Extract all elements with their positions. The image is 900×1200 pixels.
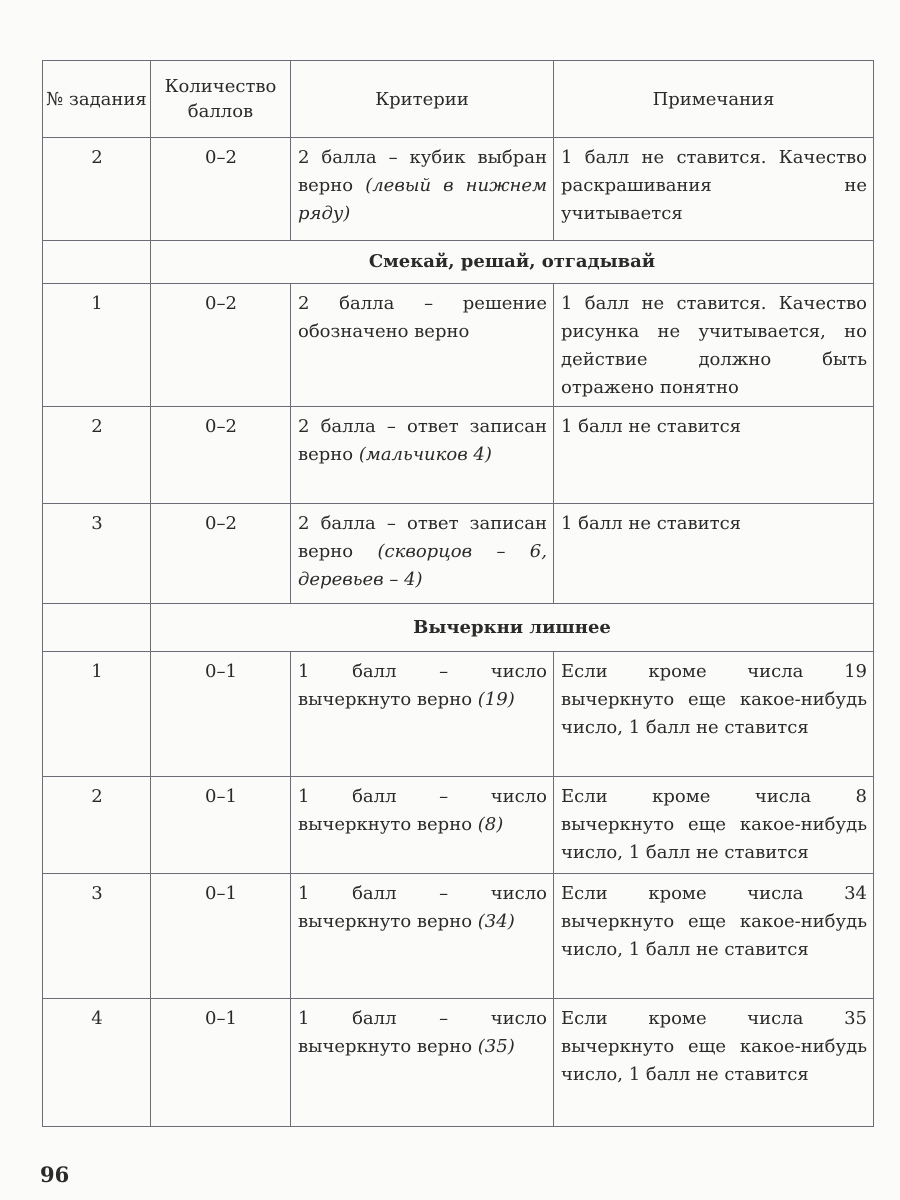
points-range: 0–2 <box>151 504 291 604</box>
task-number: 3 <box>43 504 151 604</box>
criteria-cell <box>291 504 554 604</box>
points-range: 0–1 <box>151 874 291 999</box>
points-range: 0–2 <box>151 407 291 504</box>
criteria-text: 2 балла – кубик выбран верно <box>298 147 547 196</box>
task-number: 1 <box>43 652 151 777</box>
criteria-cell <box>291 874 554 999</box>
table-row <box>43 284 874 407</box>
criteria-cell <box>291 284 554 407</box>
section-blank-cell <box>43 241 151 284</box>
notes-cell: 1 балл не ставится <box>554 407 874 504</box>
task-number: 2 <box>43 138 151 241</box>
criteria-text: 2 балла – ответ записан верно <box>298 416 547 465</box>
table-row <box>43 999 874 1127</box>
task-number: 2 <box>43 777 151 874</box>
criteria-cell <box>291 407 554 504</box>
table-row <box>43 407 874 504</box>
criteria-answer: (левый в нижнем ряду) <box>298 175 547 224</box>
criteria-text: 1 балл – число вычеркнуто верно <box>298 1008 547 1057</box>
criteria-answer: (35) <box>477 1036 515 1057</box>
criteria-cell <box>291 138 554 241</box>
section-blank-cell <box>43 604 151 652</box>
points-range: 0–2 <box>151 138 291 241</box>
points-range: 0–1 <box>151 652 291 777</box>
section-title: Смекай, решай, отгадывай <box>151 241 874 284</box>
section-row <box>43 604 874 652</box>
notes-cell: Если кроме числа 19 вычеркнуто еще какое-нибудь число, 1 балл не ставится <box>554 652 874 777</box>
criteria-answer: (8) <box>477 814 504 835</box>
task-number: 3 <box>43 874 151 999</box>
criteria-answer: (скворцов – 6, деревьев – 4) <box>298 541 547 590</box>
criteria-answer: (19) <box>477 689 515 710</box>
criteria-cell <box>291 777 554 874</box>
table-row <box>43 652 874 777</box>
criteria-text: 1 балл – число вычеркнуто верно <box>298 883 547 932</box>
scoring-table <box>42 60 874 1127</box>
criteria-text: 2 балла – ответ записан верно <box>298 513 547 562</box>
header-points: Количество баллов <box>151 61 291 138</box>
table-row <box>43 874 874 999</box>
criteria-text: 2 балла – решение обозначено верно <box>298 293 547 342</box>
notes-cell: Если кроме числа 8 вычеркнуто еще какое-нибудь число, 1 балл не ставится <box>554 777 874 874</box>
criteria-cell <box>291 999 554 1127</box>
notes-cell: 1 балл не ставится <box>554 504 874 604</box>
points-range: 0–2 <box>151 284 291 407</box>
points-range: 0–1 <box>151 777 291 874</box>
header-notes: Примечания <box>554 61 874 138</box>
table-row <box>43 138 874 241</box>
header-task-number: № задания <box>43 61 151 138</box>
criteria-answer: (34) <box>477 911 515 932</box>
task-number: 4 <box>43 999 151 1127</box>
criteria-text: 1 балл – число вычеркнуто верно <box>298 661 547 710</box>
notes-cell: Если кроме числа 34 вычеркнуто еще какое-нибудь число, 1 балл не ставится <box>554 874 874 999</box>
notes-cell: 1 балл не ставится. Качество рисунка не учитывается, но действие должно быть отражено понятно <box>554 284 874 407</box>
notes-cell: 1 балл не ставится. Качество раскрашивания не учитывается <box>554 138 874 241</box>
section-title: Вычеркни лишнее <box>151 604 874 652</box>
task-number: 2 <box>43 407 151 504</box>
criteria-cell <box>291 652 554 777</box>
task-number: 1 <box>43 284 151 407</box>
header-criteria: Критерии <box>291 61 554 138</box>
section-row <box>43 241 874 284</box>
page-number: 96 <box>40 1162 70 1187</box>
notes-cell: Если кроме числа 35 вычеркнуто еще какое-нибудь число, 1 балл не ставится <box>554 999 874 1127</box>
table-row <box>43 777 874 874</box>
points-range: 0–1 <box>151 999 291 1127</box>
table-row <box>43 504 874 604</box>
criteria-answer: (мальчиков 4) <box>358 444 492 465</box>
table-header <box>43 61 874 138</box>
criteria-text: 1 балл – число вычеркнуто верно <box>298 786 547 835</box>
